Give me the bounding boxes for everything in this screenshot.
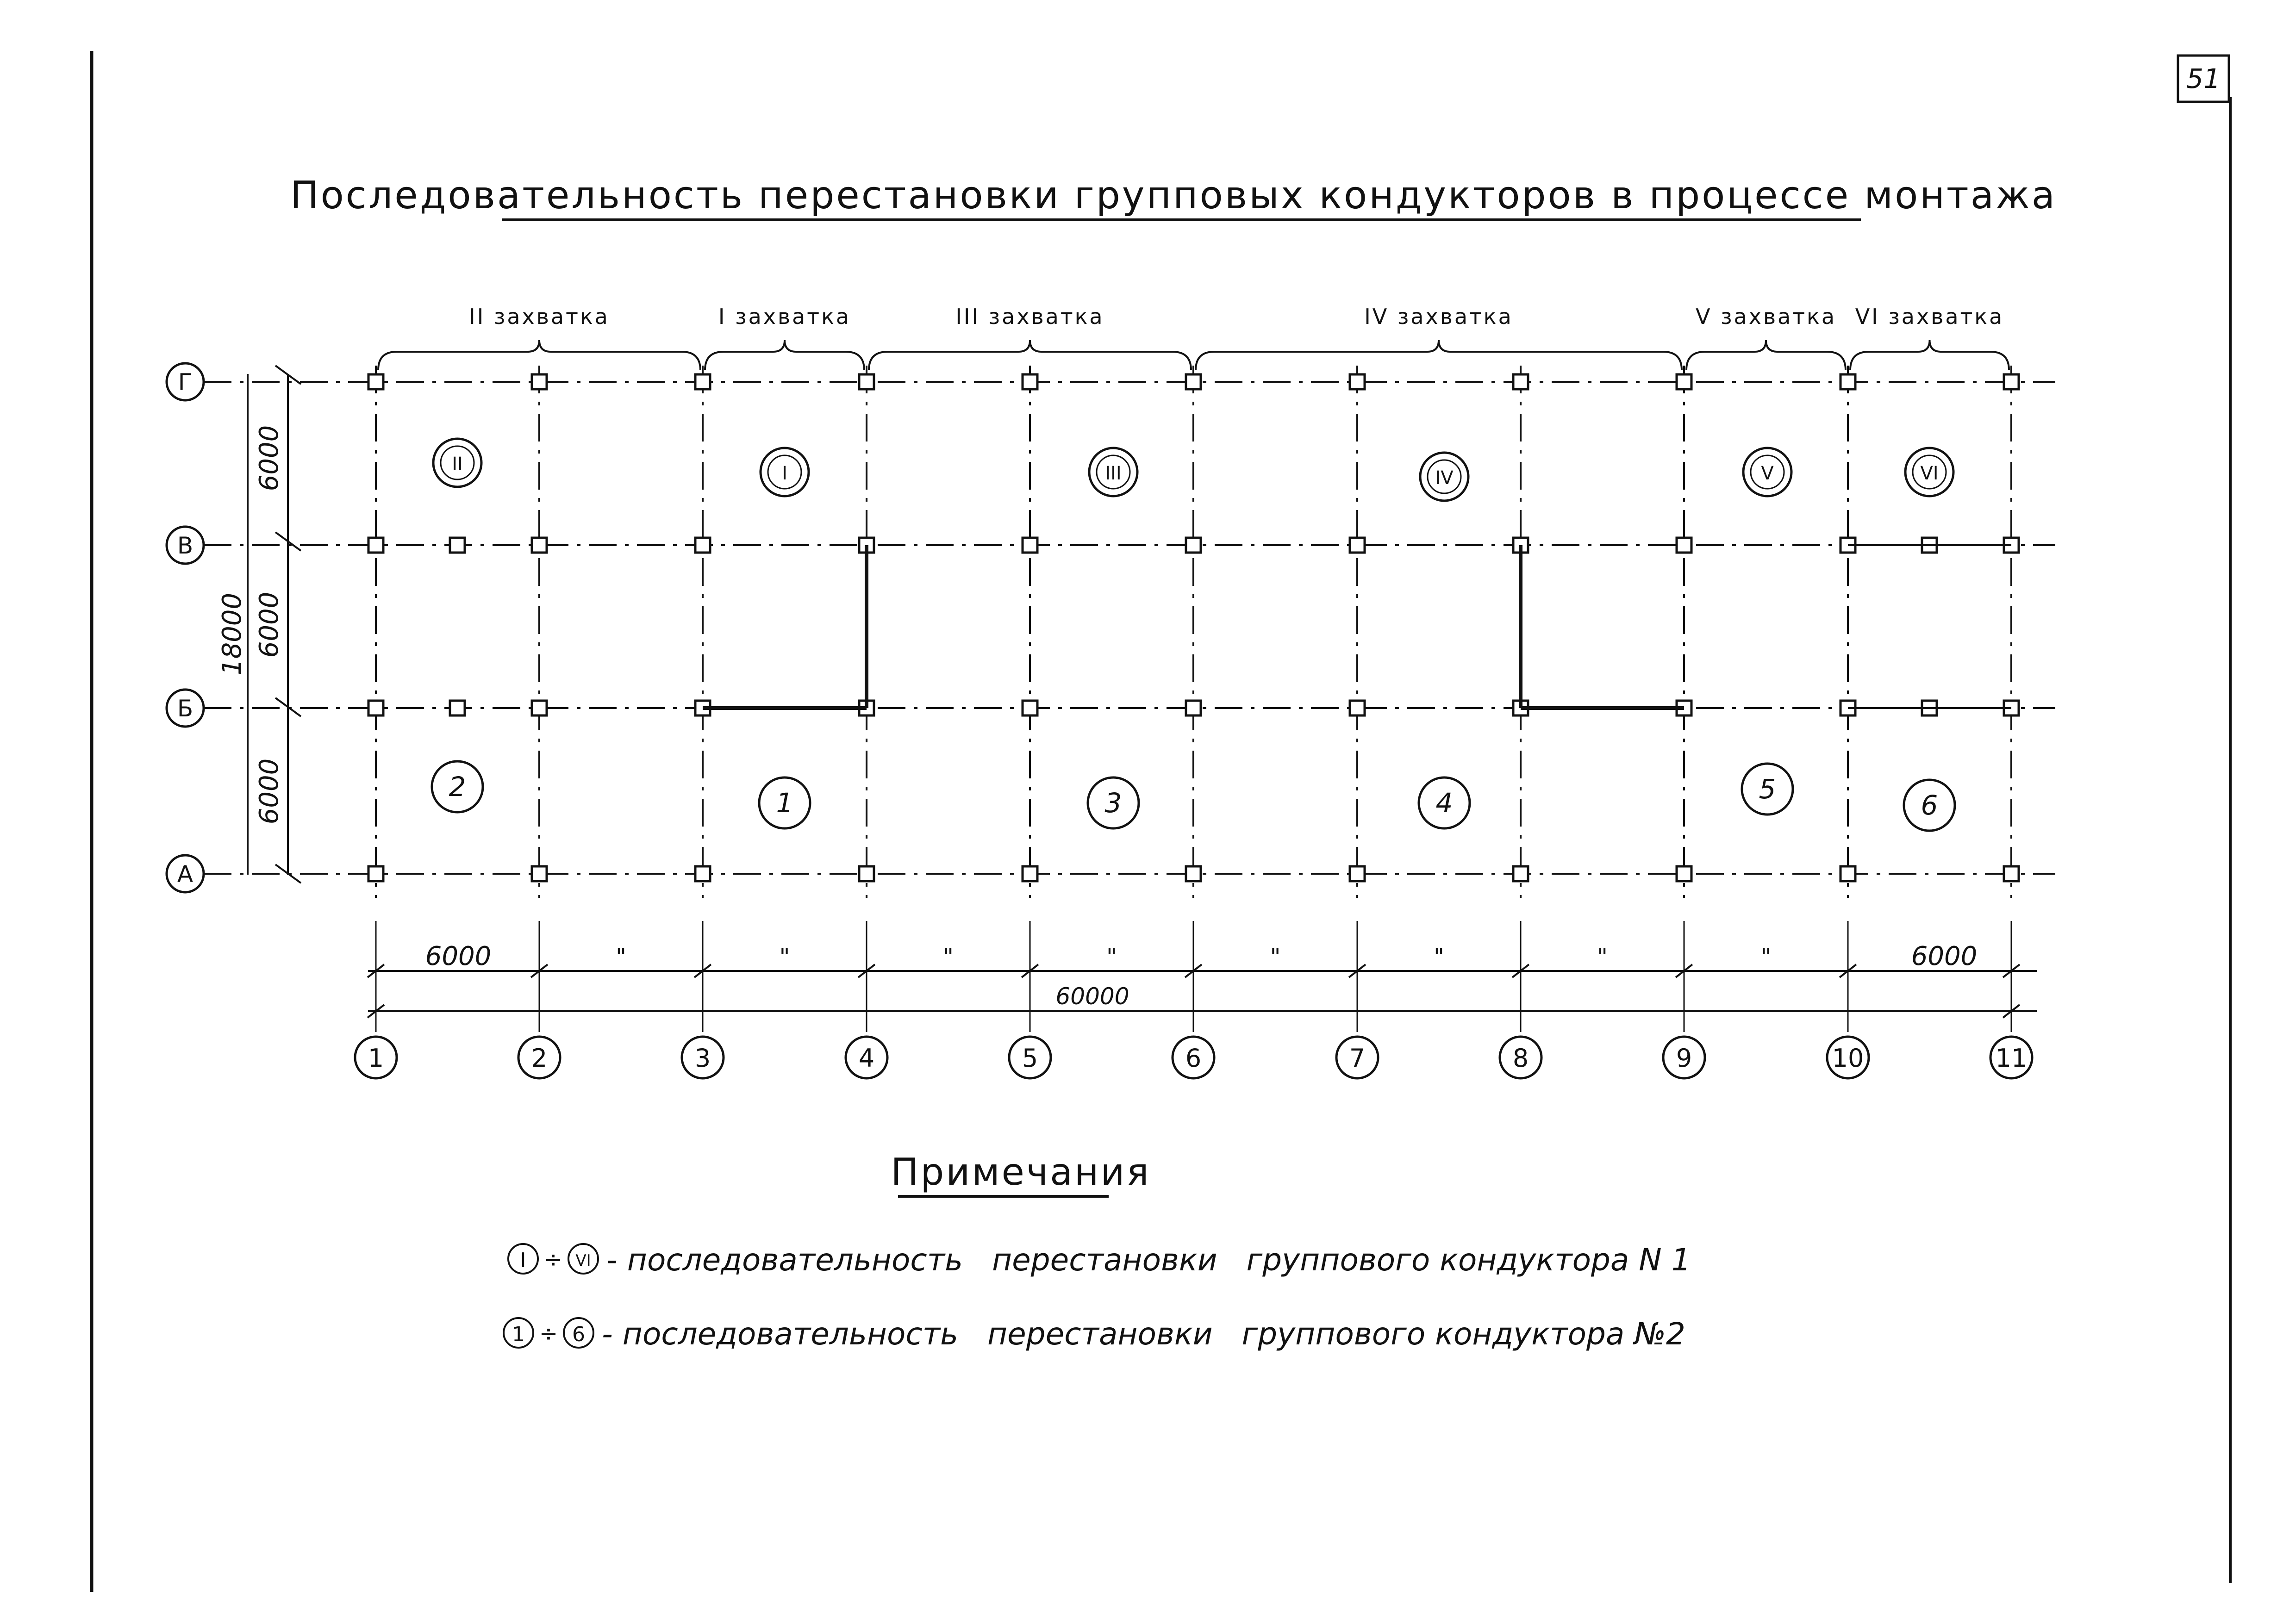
axis-label-col: 11 bbox=[1995, 1044, 2028, 1073]
axis-label-col: 5 bbox=[1022, 1044, 1038, 1073]
column-square bbox=[1513, 866, 1528, 881]
axis-label-col: 8 bbox=[1512, 1044, 1529, 1073]
sequence-arabic: 6 bbox=[1921, 790, 1938, 821]
column-square bbox=[1677, 866, 1691, 881]
axis-label-col: 9 bbox=[1676, 1044, 1692, 1073]
note2-sep: ÷ bbox=[539, 1321, 558, 1347]
dim-span3: 6000 bbox=[254, 758, 284, 825]
column-square bbox=[1023, 538, 1037, 553]
column-square bbox=[1186, 701, 1201, 715]
zone-brace bbox=[1686, 340, 1846, 370]
dim-ditto: " bbox=[779, 944, 790, 970]
note1-sep: ÷ bbox=[543, 1247, 563, 1273]
column-square bbox=[368, 701, 383, 715]
axis-label-row: Г bbox=[178, 369, 193, 396]
sequence-roman: II bbox=[452, 454, 463, 475]
zone-label: III захватка bbox=[955, 304, 1104, 329]
column-square bbox=[1841, 374, 1855, 389]
column-square bbox=[1350, 374, 1365, 389]
column-square bbox=[2004, 866, 2019, 881]
column-square bbox=[1350, 701, 1365, 715]
note1-to: VI bbox=[575, 1251, 591, 1270]
zone-label: II захватка bbox=[469, 304, 610, 329]
sequence-arabic: 1 bbox=[776, 787, 793, 819]
horizontal-dimensions bbox=[368, 941, 2037, 1018]
column-square bbox=[1023, 866, 1037, 881]
axis-label-row: В bbox=[177, 532, 193, 559]
sequence-roman: V bbox=[1761, 463, 1774, 484]
sequence-arabic: 5 bbox=[1759, 773, 1776, 805]
axis-label-row: Б bbox=[177, 695, 193, 722]
intermediate-square bbox=[450, 701, 465, 715]
axis-label-col: 3 bbox=[694, 1044, 711, 1073]
notes-section bbox=[504, 1150, 1691, 1352]
intermediate-square bbox=[450, 538, 465, 553]
dim-total-vertical: 18000 bbox=[217, 592, 247, 676]
dim-last: 6000 bbox=[1911, 941, 1978, 971]
notes-heading: Примечания bbox=[891, 1150, 1151, 1194]
axis-label-col: 10 bbox=[1832, 1044, 1864, 1073]
note2-text: - последовательность перестановки группового кондуктора №2 bbox=[602, 1316, 1685, 1352]
dim-ditto: " bbox=[616, 944, 626, 970]
zone-brace bbox=[1850, 340, 2009, 370]
axis-label-col: 7 bbox=[1349, 1044, 1366, 1073]
column-square bbox=[532, 374, 547, 389]
axis-label-col: 1 bbox=[368, 1044, 384, 1073]
note1-from: I bbox=[520, 1249, 526, 1272]
column-square bbox=[1677, 538, 1691, 553]
note1-text: - последовательность перестановки группового кондуктора N 1 bbox=[606, 1242, 1691, 1278]
dim-ditto: " bbox=[1760, 944, 1772, 970]
note-line-1 bbox=[508, 1242, 1691, 1278]
dim-total-horizontal: 60000 bbox=[1055, 983, 1129, 1010]
column-square bbox=[1023, 701, 1037, 715]
column-square bbox=[695, 538, 710, 553]
sequence-roman: VI bbox=[1920, 463, 1939, 484]
column-square bbox=[1186, 374, 1201, 389]
column-square bbox=[1186, 538, 1201, 553]
column-square bbox=[1350, 866, 1365, 881]
axis-label-col: 2 bbox=[531, 1044, 548, 1073]
column-square bbox=[695, 374, 710, 389]
sequence-arabic: 2 bbox=[449, 771, 466, 802]
column-square bbox=[368, 538, 383, 553]
column-square bbox=[1841, 866, 1855, 881]
sequence-roman: IV bbox=[1435, 467, 1454, 489]
page-number: 51 bbox=[2186, 63, 2221, 94]
sequence-arabic: 4 bbox=[1435, 787, 1453, 819]
zone-label: VI захватка bbox=[1855, 304, 2004, 329]
column-square bbox=[532, 701, 547, 715]
page-number-box bbox=[2178, 56, 2229, 102]
column-square bbox=[859, 374, 874, 389]
vertical-dimensions bbox=[217, 366, 301, 883]
zone-brace bbox=[705, 340, 864, 370]
sequence-arabic: 3 bbox=[1104, 787, 1122, 819]
dim-ditto: " bbox=[943, 944, 954, 970]
dim-span2: 6000 bbox=[254, 591, 284, 658]
column-square bbox=[859, 866, 874, 881]
zone-brace bbox=[1196, 340, 1682, 370]
column-square bbox=[368, 374, 383, 389]
sequence-roman: I bbox=[782, 463, 787, 484]
dim-ditto: " bbox=[1270, 944, 1281, 970]
dim-ditto: " bbox=[1434, 944, 1444, 970]
note-line-2 bbox=[504, 1316, 1685, 1352]
note2-from: 1 bbox=[512, 1323, 525, 1346]
sequence-roman: III bbox=[1105, 463, 1122, 484]
axis-label-col: 6 bbox=[1185, 1044, 1202, 1073]
column-square bbox=[1677, 374, 1691, 389]
column-square bbox=[1023, 374, 1037, 389]
column-square bbox=[1186, 866, 1201, 881]
dim-span1: 6000 bbox=[254, 425, 284, 491]
column-square bbox=[695, 866, 710, 881]
zone-label: IV захватка bbox=[1364, 304, 1513, 329]
axis-label-col: 4 bbox=[858, 1044, 875, 1073]
dim-ditto: " bbox=[1597, 944, 1608, 970]
zone-label: V захватка bbox=[1695, 304, 1837, 329]
column-square bbox=[1350, 538, 1365, 553]
dim-ditto: " bbox=[1106, 944, 1117, 970]
axis-label-row: А bbox=[177, 861, 193, 888]
page-title: Последовательность перестановки групповых кондукторов в процессе монтажа bbox=[290, 174, 2057, 218]
column-square bbox=[532, 538, 547, 553]
dim-first: 6000 bbox=[425, 941, 492, 971]
column-square bbox=[368, 866, 383, 881]
zone-label: I захватка bbox=[718, 304, 851, 329]
column-square bbox=[2004, 374, 2019, 389]
column-square bbox=[1513, 374, 1528, 389]
column-square bbox=[532, 866, 547, 881]
note2-to: 6 bbox=[572, 1323, 585, 1346]
